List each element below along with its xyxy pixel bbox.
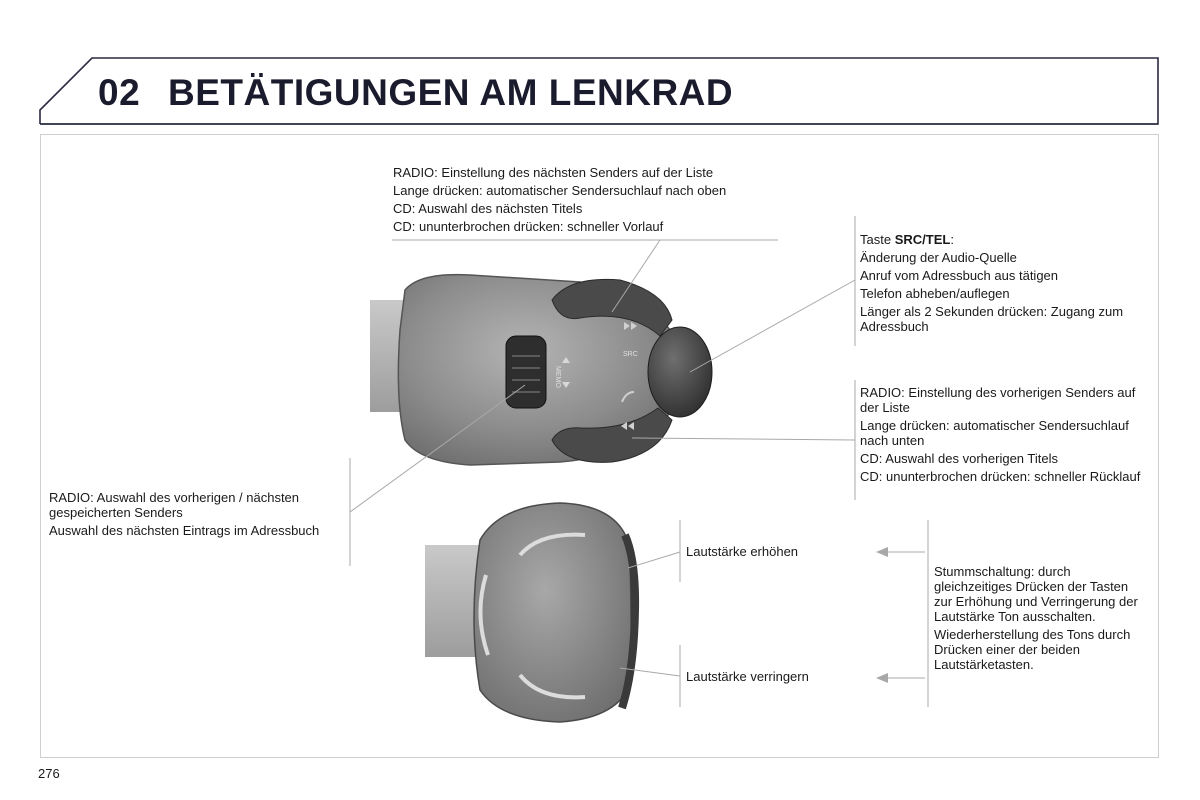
annotation-line: CD: ununterbrochen drücken: schneller Rücklauf xyxy=(860,469,1141,484)
annotation-line: Länger als 2 Sekunden drücken: Zugang zum Adressbuch xyxy=(860,304,1124,334)
next-station-annotation xyxy=(393,165,793,237)
src-label: SRC xyxy=(623,351,638,358)
src-tel-prefix: Taste xyxy=(860,232,895,247)
annotation-line: RADIO: Einstellung des vorherigen Senders auf der Liste xyxy=(860,385,1136,415)
annotation-line: Auswahl des nächsten Eintrags im Adressbuch xyxy=(49,523,320,538)
annotation-line: Änderung der Audio-Quelle xyxy=(860,250,1017,265)
src-tel-annotation xyxy=(860,232,1150,337)
volume-up-annotation: Lautstärke erhöhen xyxy=(686,544,799,559)
memo-wheel-annotation xyxy=(49,490,345,541)
annotation-line: Wiederherstellung des Tons durch Drücken einer der beiden Lautstärketasten. xyxy=(934,627,1131,672)
arrow-left-icon xyxy=(876,673,888,683)
memo-scroll-wheel xyxy=(506,336,546,408)
previous-station-annotation xyxy=(860,385,1150,487)
annotation-line: Anruf vom Adressbuch aus tätigen xyxy=(860,268,1059,283)
src-tel-suffix: : xyxy=(950,232,954,247)
annotation-line: RADIO: Einstellung des nächsten Senders auf der Liste xyxy=(393,165,714,180)
annotation-line: Stummschaltung: durch gleichzeitiges Drücken der Tasten zur Erhöhung und Verringerung der Lautstärke Ton ausschalten. xyxy=(934,564,1138,624)
page-title: BETÄTIGUNGEN AM LENKRAD xyxy=(168,72,734,113)
annotation-line: CD: ununterbrochen drücken: schneller Vorlauf xyxy=(393,219,664,234)
arrow-left-icon xyxy=(876,547,888,557)
annotation-line: CD: Auswahl des vorherigen Titels xyxy=(860,451,1058,466)
annotation-line: Lange drücken: automatischer Sendersuchlauf nach oben xyxy=(393,183,727,198)
src-tel-heading xyxy=(860,232,1150,247)
annotation-line: RADIO: Auswahl des vorherigen / nächsten gespeicherten Senders xyxy=(49,490,300,520)
chapter-number: 02 xyxy=(98,72,141,113)
src-tel-key: SRC/TEL xyxy=(894,232,951,247)
annotation-line: Telefon abheben/auflegen xyxy=(860,286,1010,301)
memo-label: MEMO xyxy=(554,366,561,388)
mute-annotation xyxy=(934,564,1149,675)
volume-down-annotation: Lautstärke verringern xyxy=(686,669,809,684)
annotation-line: Lange drücken: automatischer Sendersuchlauf nach unten xyxy=(860,418,1129,448)
page-number: 276 xyxy=(38,766,60,781)
src-tel-knob xyxy=(648,327,712,417)
annotation-line: CD: Auswahl des nächsten Titels xyxy=(393,201,583,216)
